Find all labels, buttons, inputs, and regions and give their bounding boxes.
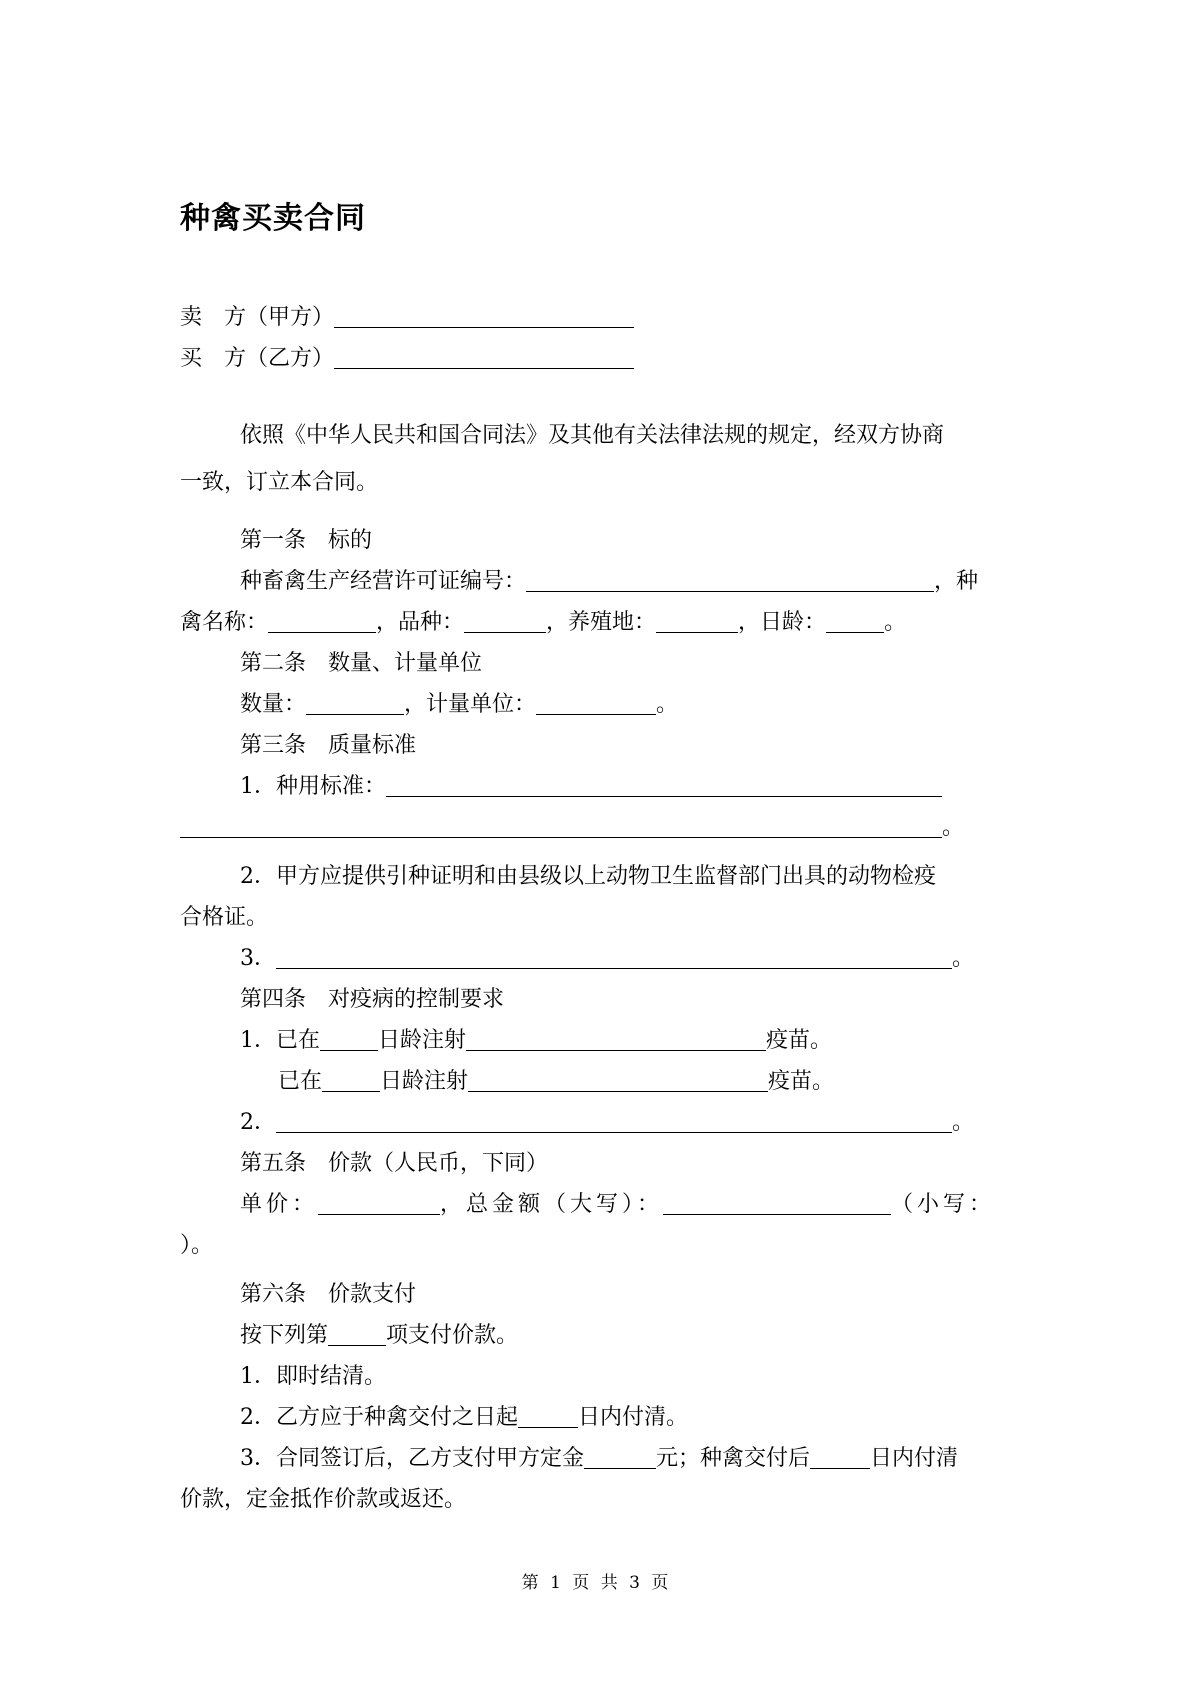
period: 。 [952, 1110, 975, 1135]
standard-line-2 [180, 813, 964, 843]
article-3-item-3 [240, 944, 974, 974]
vaccine-prefix-1: 1．已在 [240, 1028, 320, 1053]
farm-label: ，养殖地： [546, 610, 657, 635]
standard-blank-2[interactable] [180, 815, 942, 838]
standard-line [240, 772, 942, 802]
payment-item-1: 1．即时结清。 [240, 1364, 386, 1389]
item-3-prefix: 3． [240, 946, 276, 971]
payment-3-label-b: 元；种禽交付后 [656, 1446, 811, 1471]
name-blank[interactable] [268, 610, 376, 633]
period: 。 [884, 610, 907, 635]
quantity-line [240, 690, 678, 720]
total-blank[interactable] [663, 1192, 891, 1215]
price-close: ）。 [180, 1233, 214, 1258]
vaccine-line-2 [278, 1067, 834, 1097]
buyer-label: 买 方（乙方） [180, 346, 335, 371]
vaccine-label-2: 疫苗。 [768, 1069, 835, 1094]
age-blank[interactable] [826, 610, 884, 633]
inject-label-1: 日龄注射 [378, 1028, 467, 1053]
unit-blank[interactable] [536, 692, 656, 715]
price-line [240, 1190, 995, 1220]
seller-blank[interactable] [334, 305, 634, 328]
article-4-item-2 [240, 1108, 974, 1138]
license-line [240, 567, 978, 597]
payment-3-label-c: 日内付清 [870, 1446, 959, 1471]
farm-blank[interactable] [656, 610, 738, 633]
item-2-prefix: 2． [240, 1110, 276, 1135]
seller-label: 卖 方（甲方） [180, 305, 335, 330]
seller-line [180, 303, 634, 333]
unit-price-label: 单价： [240, 1192, 319, 1217]
period: 。 [952, 946, 975, 971]
article-3-item-2-line-1: 2．甲方应提供引种证明和由县级以上动物卫生监督部门出具的动物检疫 [240, 864, 936, 889]
document-title: 种禽买卖合同 [180, 201, 366, 236]
period: 。 [656, 692, 679, 717]
buyer-line [180, 344, 634, 374]
choice-label-b: 项支付价款。 [386, 1323, 519, 1348]
breed-line [180, 608, 906, 638]
period: 。 [942, 815, 965, 840]
license-suffix: ，种 [934, 569, 979, 594]
vaccine-line-1 [240, 1026, 832, 1056]
article-4-item-2-blank[interactable] [276, 1110, 952, 1133]
age-label: ，日龄： [738, 610, 827, 635]
payment-3-days-blank[interactable] [810, 1446, 870, 1469]
quantity-label: 数量： [240, 692, 307, 717]
payment-item-2 [240, 1403, 688, 1433]
article-3-item-2-line-2: 合格证。 [180, 905, 269, 930]
article-3-heading: 第三条 质量标准 [240, 733, 417, 758]
inject-label-2: 日龄注射 [380, 1069, 469, 1094]
article-4-heading: 第四条 对疫病的控制要求 [240, 987, 505, 1012]
vaccine-age-blank-2[interactable] [322, 1069, 380, 1092]
payment-item-3-line-2: 价款，定金抵作价款或返还。 [180, 1487, 467, 1512]
article-2-heading: 第二条 数量、计量单位 [240, 651, 483, 676]
payment-3-label-a: 3．合同签订后，乙方支付甲方定金 [240, 1446, 584, 1471]
article-5-heading: 第五条 价款（人民币，下同） [240, 1151, 549, 1176]
breed-blank[interactable] [464, 610, 546, 633]
preamble-line-2: 一致，订立本合同。 [180, 470, 379, 495]
choice-label-a: 按下列第 [240, 1323, 329, 1348]
vaccine-name-blank-1[interactable] [466, 1028, 766, 1051]
payment-choice-line [240, 1321, 518, 1351]
license-blank[interactable] [526, 569, 934, 592]
item-3-blank[interactable] [276, 946, 952, 969]
total-label: ，总金额（大写）： [440, 1192, 664, 1217]
unit-label: ，计量单位： [404, 692, 537, 717]
name-label: 禽名称： [180, 610, 269, 635]
standard-blank[interactable] [386, 774, 942, 797]
vaccine-name-blank-2[interactable] [468, 1069, 768, 1092]
article-6-heading: 第六条 价款支付 [240, 1282, 417, 1307]
vaccine-prefix-2: 已在 [278, 1069, 323, 1094]
standard-label: 1．种用标准： [240, 774, 386, 799]
quantity-blank[interactable] [306, 692, 404, 715]
preamble-line-1: 依照《中华人民共和国合同法》及其他有关法律法规的规定，经双方协商 [240, 423, 945, 448]
unit-price-blank[interactable] [318, 1192, 440, 1215]
payment-item-3 [240, 1444, 958, 1474]
vaccine-label-1: 疫苗。 [766, 1028, 833, 1053]
small-label: （小写： [891, 1192, 996, 1217]
deposit-blank[interactable] [584, 1446, 656, 1469]
choice-blank[interactable] [328, 1323, 386, 1346]
payment-2-label-a: 2．乙方应于种禽交付之日起 [240, 1405, 518, 1430]
breed-label: ，品种： [376, 610, 465, 635]
page-number: 第 1 页 共 3 页 [521, 1573, 669, 1593]
article-1-heading: 第一条 标的 [240, 528, 373, 553]
vaccine-age-blank-1[interactable] [320, 1028, 378, 1051]
license-label: 种畜禽生产经营许可证编号： [240, 569, 527, 594]
payment-2-label-b: 日内付清。 [578, 1405, 689, 1430]
buyer-blank[interactable] [334, 346, 634, 369]
payment-days-blank[interactable] [518, 1405, 578, 1428]
